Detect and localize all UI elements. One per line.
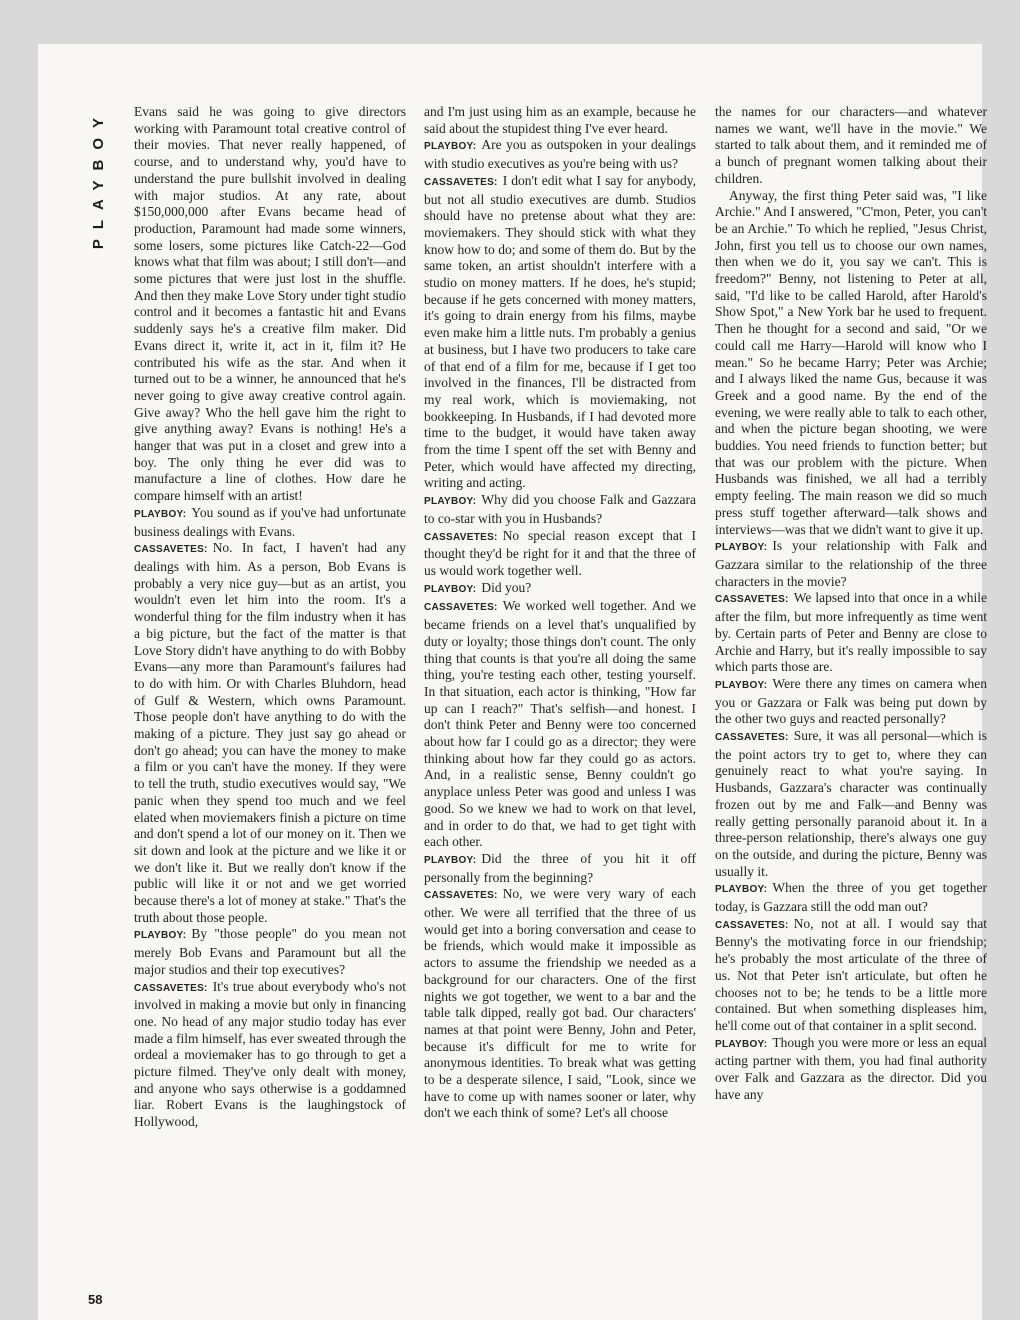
speaker-label: PLAYBOY:: [134, 930, 187, 942]
speaker-label: CASSAVETES:: [715, 732, 789, 744]
paragraph-text: Evans said he was going to give directors working with Paramount total creative control of their movies. That never really happened, of course, and to understand why, you'd have to understand the pure bullshit involved in dealing with major studios. At any rate, about $150,000,000 after Evans became head of production, Paramount had made some winners, some losers, some pictures like Catch-22—God knows what that film was about; I still don't—and some pictures that were just lost in the shuffle. And then they make Love Story under tight studio control and it becomes a fantastic hit and Evans suddenly says he's a creative film maker. Did Evans direct it, write it, act in it, film it? He contributed his wife as the star. And when it turned out to be a winner, he announced that he's never going to give away creative control again. Give away? Who the hell gave him the right to give anything away? Evans is nothing! He's a hanger that was put in a closet and grew into a boy. The only thing he ever did was to manufacture a line of clothes. How dare he compare himself with an artist!: [134, 104, 406, 504]
paragraph: [424, 173, 696, 492]
speaker-label: PLAYBOY:: [715, 1038, 768, 1050]
page-number: 58: [88, 1292, 103, 1307]
paragraph: [715, 538, 987, 590]
paragraph: [424, 580, 696, 599]
paragraph-text: and I'm just using him as an example, because he said about the stupidest thing I've ever heard.: [424, 104, 696, 136]
speaker-label: PLAYBOY:: [715, 884, 768, 896]
speaker-label: PLAYBOY:: [715, 679, 768, 691]
paragraph-text: Are you as outspoken in your dealings with studio executives as you're being with us?: [424, 137, 696, 172]
paragraph: [715, 1035, 987, 1104]
paragraph: [715, 104, 987, 188]
paragraph-text: By "those people" do you mean not merely Bob Evans and Paramount but all the major studios and their top executives?: [134, 926, 406, 977]
paragraph: [424, 886, 696, 1122]
paragraph: [424, 598, 696, 851]
speaker-label: PLAYBOY:: [715, 542, 768, 554]
paragraph-text: No. In fact, I haven't had any dealings with him. As a person, Bob Evans is probably a very nice guy—but as an artist, you wouldn't even let him into the room. It's a wonderful thing for the film industry when it has a big picture, but the fact of the matter is that Love Story didn't have anything to do with Bobby Evans—any more than Paramount's failures had to do with him. Or with Charles Bluhdorn, head of Gulf & Western, which owns Paramount. Those people don't have anything to do with the making of a picture. They just say go ahead or don't go ahead; you can have the money to make a film or you can't have the money. If they were to tell the truth, studio executives would say, "We panic when they spend too much and we feel elated when moviemakers finish a picture on time and don't spend a lot of our money on it. Then we sit down and look at the picture and we like it or we don't like it. But we really don't know if the public will like it or not and we get worried because there's a lot of money at stake." That's the truth about those people.: [134, 540, 406, 925]
paragraph-text: No, we were very wary of each other. We were all terrified that the three of us would get into a boring conversation and cease to be friends, which would make it impossible as actors to assume the friendship we needed as a background for our characters. One of the first nights we got together, we went to a bar and the table talk dipped, really got bad. Our characters' names at that point were Benny, John and Peter, because it's difficult for me to write for anonymous identities. To break what was getting to be a desperate silence, I said, "Look, since we have to come up with names sooner or later, why don't we each think of some? Let's all choose: [424, 886, 696, 1121]
paragraph: [424, 104, 696, 137]
paragraph-text: No, not at all. I would say that Benny's the motivating force in our friendship; he's probably the most articulate of the three of us. Not that Peter isn't articulate, but often he chooses not to be; he tends to be a little more contained. But when something displeases him, he'll come out of that container in a split second.: [715, 915, 987, 1033]
paragraph-text: Though you were more or less an equal acting partner with them, you had final authority over Falk and Gazzara as the director. Did you have any: [715, 1034, 987, 1102]
paragraph: [715, 590, 987, 676]
paragraph: [424, 137, 696, 172]
paragraph-text: We worked well together. And we became friends on a level that's unqualified by duty or loyalty; those things don't count. The only thing that counts is that you're all doing the same thing, you're testing each other, testing yourself. In that situation, each actor is thinking, "How far up can I reach?" That's selfish—and honest. I don't think Peter and Benny were too concerned about how far I could go as a director; they were thinking about how far they could go as actors. And, in a realistic sense, Benny couldn't go anyplace unless Peter was good and unless I was good. So we knew we had to work on that level, and in order to do that, we had to get tight with each other.: [424, 598, 696, 850]
speaker-label: PLAYBOY:: [134, 508, 187, 520]
paragraph-text: We lapsed into that once in a while after the film, but more infrequently as time went by. Certain parts of Peter and Benny are close to Archie and Harry, but it's really impossible to say which parts those are.: [715, 590, 987, 675]
speaker-label: CASSAVETES:: [424, 602, 498, 614]
speaker-label: CASSAVETES:: [424, 531, 498, 543]
magazine-page: [38, 44, 987, 1320]
paragraph: [134, 540, 406, 926]
speaker-label: CASSAVETES:: [134, 982, 208, 994]
paragraph-text: Anyway, the first thing Peter said was, "I like Archie." And I answered, "C'mon, Peter, you can't be an Archie." To which he replied, "Jesus Christ, John, first you tell us to choose our own names, then when we do it, you say we can't. This is freedom?" Benny, not listening to Peter at all, said, "I'd like to be called Harold, after Harold's Show Spot," a New York bar he used to frequent. Then he thought for a second and said, "Or we could call me Harry—Harold will know who I mean." So he became Harry; Peter was Archie; and I always liked the name Gus, because it was Greek and a good name. By the end of the evening, we were really able to talk to each other, and when the picture began shooting, we were buddies. You need friends to function better; but that was our problem with the picture. When Husbands was finished, we all had a terribly empty feeling. The main reason we did so much press stuff together afterward—talk shows and interviews—was that we didn't want to give it up.: [715, 187, 987, 537]
paragraph-text: I don't edit what I say for anybody, but not all studio executives are dumb. Studios should have no pretense about what they are: moviemakers. They should stick with what they know how to do; and some of them do. But by the same token, an artist shouldn't interfere with a studio on money matters. If he does, he's stupid; because if he gets concerned with money matters, it's going to drain energy from his films, maybe even make him a little nuts. I'm probably a genius at business, but I have two producers to take care of that end of a film for me, because if I get too involved in the finances, I'll be distracted from my real work, which is moviemaking, not bookkeeping. In Husbands, if I had devoted more time to the budget, it would have taken away from the time I spent off the set with Benny and Peter, which would have affected my directing, writing and acting.: [424, 172, 696, 491]
speaker-label: CASSAVETES:: [715, 594, 789, 606]
paragraph: [134, 505, 406, 540]
text-column-2: [424, 104, 696, 1304]
paragraph-text: Is your relationship with Falk and Gazzara similar to the relationship of the three characters in the movie?: [715, 538, 987, 589]
paragraph: [715, 188, 987, 539]
speaker-label: PLAYBOY:: [424, 583, 477, 595]
speaker-label: CASSAVETES:: [424, 890, 498, 902]
paragraph-text: Were there any times on camera when you or Gazzara or Falk was being put down by the other two guys and reacted personally?: [715, 675, 987, 727]
paragraph-text: Did the three of you hit it off personally from the beginning?: [424, 850, 696, 885]
paragraph: [134, 104, 406, 505]
paragraph: [715, 728, 987, 880]
paragraph: [715, 676, 987, 728]
paragraph: [134, 926, 406, 978]
text-column-3: [715, 104, 987, 1304]
speaker-label: CASSAVETES:: [134, 544, 208, 556]
text-column-1: [134, 104, 406, 1304]
paragraph: [424, 851, 696, 886]
paragraph: [715, 916, 987, 1035]
speaker-label: CASSAVETES:: [715, 919, 789, 931]
speaker-label: PLAYBOY:: [424, 854, 477, 866]
paragraph-text: Sure, it was all personal—which is the point actors try to get to, where they can genuinely react to what you're saying. In Husbands, Gazzara's character was continually frozen out by me and Falk—and Benny was really getting personally paranoid about it. In a three-person relationship, there's always one guy on the outside, and during the picture, Benny was usually it.: [715, 728, 987, 879]
paragraph-text: No special reason except that I thought they'd be right for it and that the three of us would work together well.: [424, 527, 696, 578]
paragraph-text: Why did you choose Falk and Gazzara to co-star with you in Husbands?: [424, 492, 696, 526]
speaker-label: CASSAVETES:: [424, 176, 498, 188]
paragraph: [715, 880, 987, 915]
paragraph: [424, 528, 696, 580]
speaker-label: PLAYBOY:: [424, 141, 477, 153]
paragraph: [134, 979, 406, 1131]
masthead: PLAYBOY: [90, 108, 107, 250]
paragraph-text: Did you?: [481, 579, 532, 595]
paragraph-text: It's true about everybody who's not involved in making a movie but only in financing one. No head of any major studio today has ever made a film himself, has ever sweated through the ordeal a moviemaker has to go through to get a picture filmed. They've only dealt with money, and anyone who says otherwise is a goddamned liar. Robert Evans is the laughingstock of Hollywood,: [134, 978, 406, 1130]
paragraph: [424, 492, 696, 527]
paragraph-text: the names for our characters—and whatever names we want, we'll have in the movie." We started to talk about them, and it reminded me of a bunch of pregnant women talking about their children.: [715, 104, 987, 186]
paragraph-text: When the three of you get together today, is Gazzara still the odd man out?: [715, 880, 987, 915]
speaker-label: PLAYBOY:: [424, 496, 477, 508]
paragraph-text: You sound as if you've had unfortunate business dealings with Evans.: [134, 504, 406, 539]
